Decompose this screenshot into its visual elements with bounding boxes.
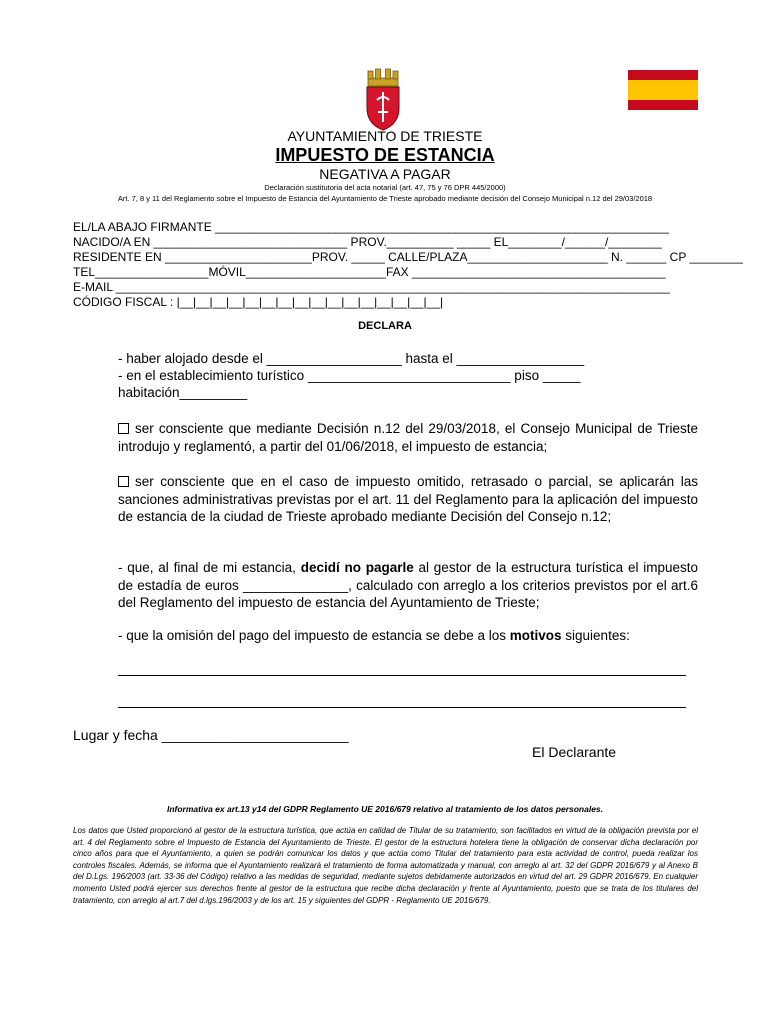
establecimiento-line[interactable]: - en el establecimiento turístico ___________________________ piso _____	[118, 368, 581, 383]
checkbox-icon[interactable]	[118, 423, 129, 434]
articulos-note: Art. 7, 8 y 11 del Reglamento sobre el Impuesto de Estancia del Ayuntamiento de Trieste aprobado mediante decisión del Consejo Municipal n.12 del 29/03/2018	[117, 194, 653, 203]
alojado-line[interactable]: - haber alojado desde el __________________ hasta el _________________	[118, 351, 585, 366]
paragraph-decision: ser consciente que mediante Decisión n.12 del 29/03/2018, el Consejo Municipal de Trieste introdujo y reglamentó, a partir del 01/06/2018, el impuesto de estancia;	[118, 421, 698, 454]
motivos-line-2[interactable]	[118, 707, 686, 708]
paragraph-motivos: - que la omisión del pago del impuesto de estancia se debe a los motivos siguientes:	[118, 628, 630, 643]
paragraph-sanciones: ser consciente que en el caso de impuesto omitido, retrasado o parcial, se aplicarán las sanciones administrativas previstas por el art. 11 del Reglamento para la aplicación del impuesto de estancia de la ciudad de Trieste aprobado mediante Decisión del Consejo n.12;	[118, 474, 698, 524]
ayuntamiento-heading: AYUNTAMIENTO DE TRIESTE	[287, 128, 483, 144]
spain-flag-icon	[628, 70, 698, 110]
document-subtitle: NEGATIVA A PAGAR	[319, 166, 451, 182]
informativa-body: Los datos que Usted proporcionó al gestor de la estructura turística, que actúa en calidad de Titular de su tratamiento, son facilitados en virtud de la obligación prevista por el art. 4 del Reglamento sobre el Impuesto de Estancia del Ayuntamiento de Trieste. El gestor de la estructura hotelera tiene la obligación de conservar dicha declaración por cinco años para que el Ayuntamiento, a quien se podrán comunicar los datos y que actúa como Titular del tratamiento para esta actividad de control, pueda realizar los controles fiscales. Además, se informa que el Ayuntamiento realizará el tratamiento de forma automatizada y manual, con arreglo al art. 32 del GDPR 2016/679 y al Anexo B del D.Lgs. 196/2003 (art. 33-36 del Código) relativo a las medidas de seguridad, mediante sujetos debidamente autorizados en virtud del art. 29 GDPR 2016/679. En cualquier momento Usted podrá ejercer sus derechos frente al gestor de la estructura que recibe dicha declaración y frente al Ayuntamiento, puesto que se trata de los titulares del tratamiento, con arreglo al art.7 del d.lgs.196/2003 y de los art. 15 y siguientes del GDPR - Reglamento UE 2016/679.	[73, 826, 698, 905]
form-line-contacto[interactable]: TEL_________________MÓVIL_____________________FAX ______________________________________	[73, 265, 666, 279]
trieste-crest-icon	[363, 68, 403, 132]
paragraph-negativa: - que, al final de mi estancia, decidí no pagarle al gestor de la estructura turística el impuesto de estadía de euros ______________, calculado con arreglo a los criterios previstos por el art.6 del Reglamento del impuesto de estancia del Ayuntamiento de Trieste;	[118, 560, 699, 610]
form-line-codigo-fiscal[interactable]: CÓDIGO FISCAL : |__|__|__|__|__|__|__|__|__|__|__|__|__|__|__|__|	[73, 295, 444, 309]
document-title: IMPUESTO DE ESTANCIA	[275, 145, 495, 165]
decidi-no-pagarle: decidí no pagarle	[300, 560, 414, 575]
motivos-line-1[interactable]	[118, 675, 686, 676]
declara-heading: DECLARA	[358, 320, 412, 332]
lugar-fecha[interactable]: Lugar y fecha ________________________	[73, 727, 349, 743]
form-line-nacido[interactable]: NACIDO/A EN _____________________________ PROV.__________ _____ EL________/______/________	[73, 235, 662, 249]
form-line-residente[interactable]: RESIDENTE EN ______________________PROV. _____ CALLE/PLAZA_____________________ N. ______ CP ________	[73, 250, 743, 264]
form-line-firmante[interactable]: EL/LA ABAJO FIRMANTE ____________________________________________________________________	[73, 220, 669, 234]
checkbox-icon[interactable]	[118, 476, 129, 487]
declaracion-note: Declaración sustitutoria del acta notarial (art. 47, 75 y 76 DPR 445/2000)	[264, 183, 506, 192]
form-line-email[interactable]: E-MAIL ___________________________________________________________________________________	[73, 280, 670, 294]
motivos-bold: motivos	[509, 628, 562, 643]
informativa-title: Informativa ex art.13 y14 del GDPR Reglamento UE 2016/679 relativo al tratamiento de los datos personales.	[166, 804, 604, 814]
declarante-label: El Declarante	[532, 744, 617, 760]
habitacion-line[interactable]: habitación_________	[118, 385, 248, 400]
